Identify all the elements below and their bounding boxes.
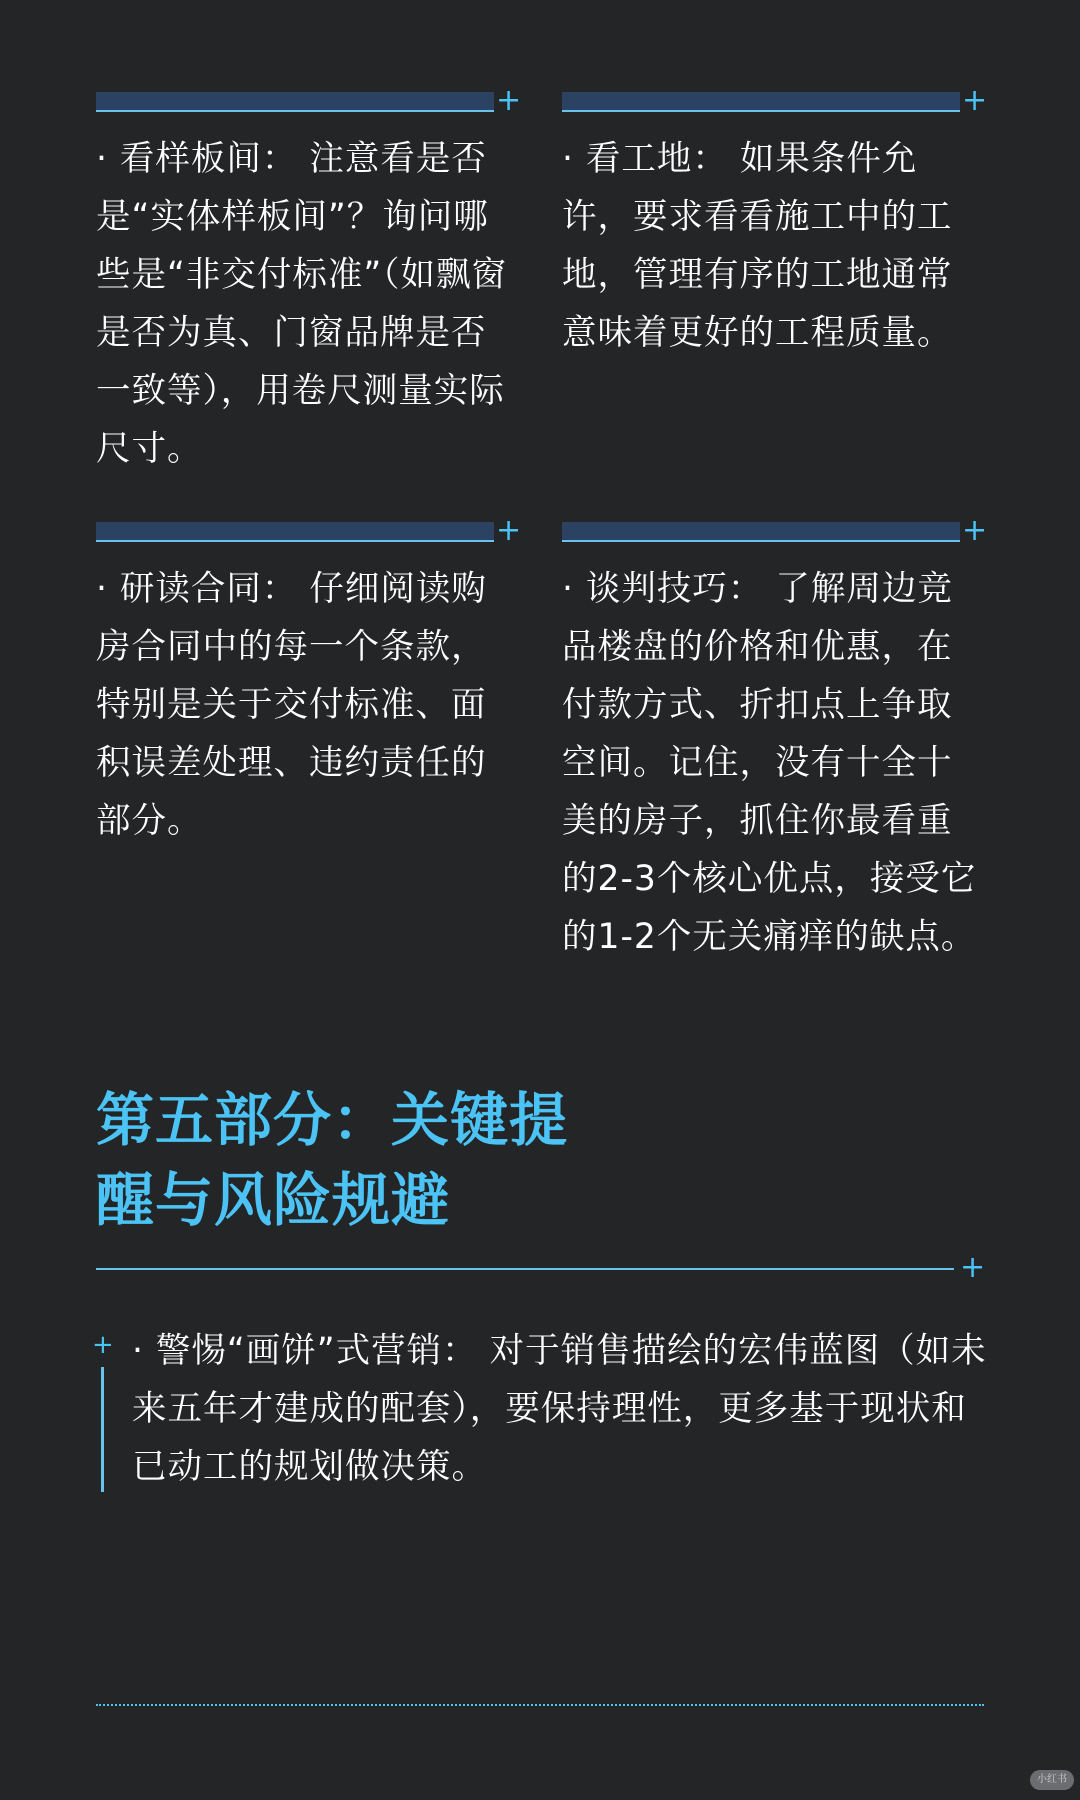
plus-icon: + bbox=[960, 1250, 986, 1285]
card-header-bar bbox=[562, 92, 960, 112]
plus-icon: + bbox=[92, 1330, 114, 1360]
card-text: · 看样板间： 注意看是否是“实体样板间”？询问哪些是“非交付标准”（如飘窗是否为真、门窗品牌是否一致等），用卷尺测量实际尺寸。 bbox=[96, 139, 507, 469]
section-title: 第五部分：关键提醒与风险规避 bbox=[96, 1086, 569, 1234]
tip-text: · 警惕“画饼”式营销： 对于销售描绘的宏伟蓝图（如未来五年才建成的配套），要保持理性，更多基于现状和已动工的规划做决策。 bbox=[132, 1331, 987, 1487]
tip-accent-line bbox=[101, 1367, 104, 1492]
section-divider bbox=[96, 1268, 954, 1270]
card-header-bar bbox=[96, 92, 494, 112]
watermark-logo: 小红书 bbox=[1030, 1770, 1074, 1790]
plus-icon: + bbox=[496, 83, 522, 118]
bottom-dotted-divider bbox=[96, 1704, 984, 1706]
card-text: · 看工地： 如果条件允许，要求看看施工中的工地，管理有序的工地通常意味着更好的工程质量。 bbox=[562, 139, 953, 353]
plus-icon: + bbox=[962, 513, 988, 548]
card-text: · 谈判技巧： 了解周边竞品楼盘的价格和优惠，在付款方式、折扣点上争取空间。记住，没有十全十美的房子，抓住你最看重的2-3个核心优点，接受它的1-2个无关痛痒的缺点。 bbox=[562, 569, 977, 957]
card-header-bar bbox=[96, 522, 494, 542]
plus-icon: + bbox=[962, 83, 988, 118]
card-text: · 研读合同： 仔细阅读购房合同中的每一个条款，特别是关于交付标准、面积误差处理、违约责任的部分。 bbox=[96, 569, 487, 841]
plus-icon: + bbox=[496, 513, 522, 548]
card-header-bar bbox=[562, 522, 960, 542]
